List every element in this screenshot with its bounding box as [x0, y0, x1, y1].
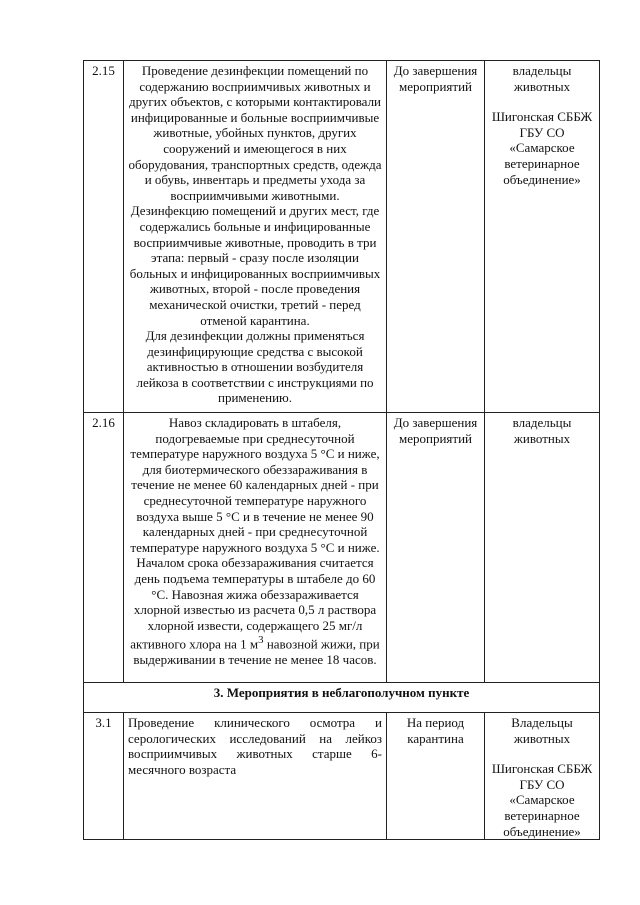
section-row [84, 683, 600, 713]
action-cell: Проведение клинического осмотра и серологических исследований на лейкоз восприимчивых животных старше 6-месячного возраста [124, 713, 387, 840]
table-row-2-15 [84, 61, 600, 413]
term-cell: На период карантина [387, 713, 485, 840]
action-cell [124, 61, 387, 413]
responsible-cell [485, 413, 600, 683]
responsible-cell [485, 61, 600, 413]
measures-table [83, 60, 600, 840]
action-paragraph: Дезинфекцию помещений и других мест, где содержались больные и инфицированные восприимчивые животные, проводить в три этапа: первый - сразу после изоляции больных и инфицированных восприимчивых животных, второй - после проведения механической очистки, третий - перед отменой карантина. [129, 203, 381, 328]
action-cell [124, 413, 387, 683]
row-number: 2.15 [84, 61, 124, 413]
row-number: 3.1 [84, 713, 124, 840]
responsible-owner: владельцы животных [512, 63, 572, 94]
responsible-org: Шигонская СББЖ ГБУ СО «Самарское ветеринарное объединение» [491, 109, 593, 187]
responsible-org: Шигонская СББЖ ГБУ СО «Самарское ветеринарное объединение» [491, 761, 593, 839]
action-text-tail: навозной жижи, при выдерживании в течение не менее 18 часов. [133, 636, 380, 668]
term-cell: До завершения мероприятий [387, 413, 485, 683]
row-number: 2.16 [84, 413, 124, 683]
superscript: 3 [258, 634, 264, 647]
table-row-2-16 [84, 413, 600, 683]
action-paragraph: Проведение дезинфекции помещений по содержанию восприимчивых животных и других объектов, с которыми контактировали инфицированные и больные восприимчивые животные, убойных пунктов, других сооружений и имеющегося в них оборудования, транспортных средств, одежда и обувь, инвентарь и предметы ухода за восприимчивыми животными. [128, 63, 382, 203]
action-paragraph: Для дезинфекции должны применяться дезинфицирующие средства с высокой активностью в отношении возбудителя лейкоза в соответствии с инструкциями по применению. [136, 328, 374, 406]
responsible-owner: владельцы животных [512, 415, 572, 446]
table-row-3-1 [84, 713, 600, 840]
term-cell: До завершения мероприятий [387, 61, 485, 413]
responsible-owner: Владельцы животных [511, 715, 573, 746]
action-text: Навоз складировать в штабеля, подогреваемые при среднесуточной температуре наружного воздуха 5 °С и ниже, для биотермического обеззараживания в течение не менее 60 календарных дней - при среднесуточной температуре наружного воздуха выше 5 °С и в течение не менее 90 календарных дней - при среднесуточной температуре наружного воздуха 5 °С и ниже. Началом срока обеззараживания считается день подъема температуры в штабеле до 60 °С. Навозная жижа обеззараживается хлорной известью из расчета 0,5 л раствора хлорной извести, содержащего 25 мг/л активного хлора на 1 м [130, 415, 380, 652]
responsible-cell [485, 713, 600, 840]
section-title: 3. Мероприятия в неблагополучном пункте [84, 683, 600, 713]
